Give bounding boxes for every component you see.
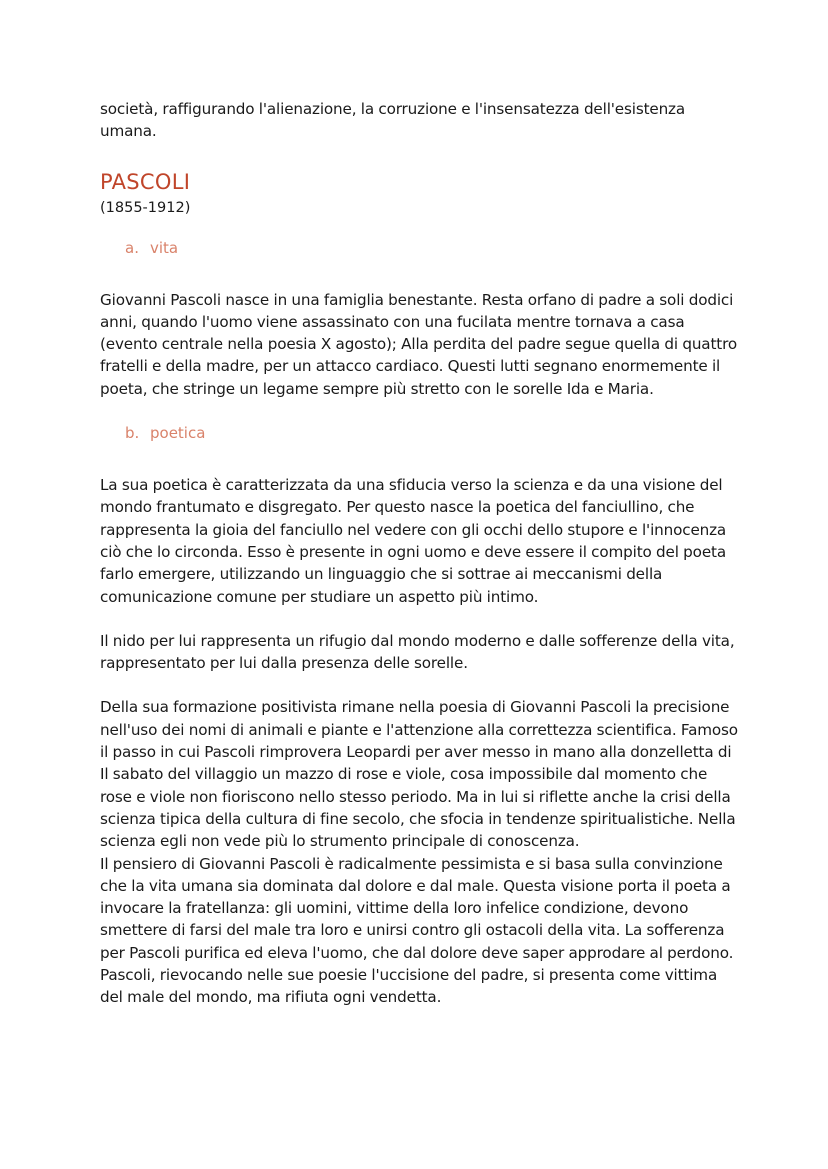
subheading-label: vita [150, 238, 179, 257]
paragraph-poetica-nido: Il nido per lui rappresenta un rifugio dal mondo moderno e dalle sofferenze della vita, rappresentato per lui dalla presenza delle sorelle. [100, 631, 735, 673]
section-dates: (1855-1912) [100, 199, 191, 216]
intro-paragraph: società, raffigurando l'alienazione, la corruzione e l'insensatezza dell'esistenza umana. [100, 100, 686, 141]
list-marker: b. [125, 424, 140, 443]
subheading-poetica [100, 422, 740, 444]
paragraph-poetica-positivismo: Della sua formazione positivista rimane nella poesia di Giovanni Pascoli la precisione nell'uso dei nomi di animali e piante e l'attenzione alla correttezza scientifica. Famoso il passo in cui Pascoli rimprovera Leopardi per aver messo in mano alla donzelletta di Il sabato del villaggio un mazzo di rose e viole, cosa impossibile dal momento che rose e viole non fioriscono nello stesso periodo. Ma in lui si riflette anche la crisi della scienza tipica della cultura di fine secolo, che sfocia in tendenze spiritualistiche. Nella scienza egli non vede più lo strumento principale di conoscenza. [100, 698, 738, 851]
paragraph-poetica-pessimismo: Il pensiero di Giovanni Pascoli è radicalmente pessimista e si basa sulla convinzione che la vita umana sia dominata dal dolore e dal male. Questa visione porta il poeta a invocare la fratellanza: gli uomini, vittime della loro infelice condizione, devono smettere di farsi del male tra loro e unirsi contro gli ostacoli della vita. La sofferenza per Pascoli purifica ed eleva l'uomo, che dal dolore deve saper approdare al perdono. Pascoli, rievocando nelle sue poesie l'uccisione del padre, si presenta come vittima del male del mondo, ma rifiuta ogni vendetta. [100, 854, 734, 1007]
paragraph-vita: Giovanni Pascoli nasce in una famiglia benestante. Resta orfano di padre a soli dodici anni, quando l'uomo viene assassinato con una fucilata mentre tornava a casa (evento centrale nella poesia X agosto); Alla perdita del padre segue quella di quattro fratelli e della madre, per un attacco cardiaco. Questi lutti segnano enormemente il poeta, che stringe un legame sempre più stretto con le sorelle Ida e Maria. [100, 290, 737, 398]
subheading-vita [100, 237, 740, 259]
subheading-label: poetica [150, 424, 206, 443]
list-marker: a. [125, 238, 139, 257]
paragraph-poetica-fanciullino: La sua poetica è caratterizzata da una sfiducia verso la scienza e da una visione del mondo frantumato e disgregato. Per questo nasce la poetica del fanciullino, che rappresenta la gioia del fanciullo nel vedere con gli occhi dello stupore e l'innocenza ciò che lo circonda. Esso è presente in ogni uomo e deve essere il compito del poeta farlo emergere, utilizzando un linguaggio che si sottrae ai meccanismi della comunicazione comune per studiare un aspetto più intimo. [100, 476, 727, 606]
section-title: PASCOLI [100, 169, 191, 194]
document-page [100, 98, 740, 1009]
